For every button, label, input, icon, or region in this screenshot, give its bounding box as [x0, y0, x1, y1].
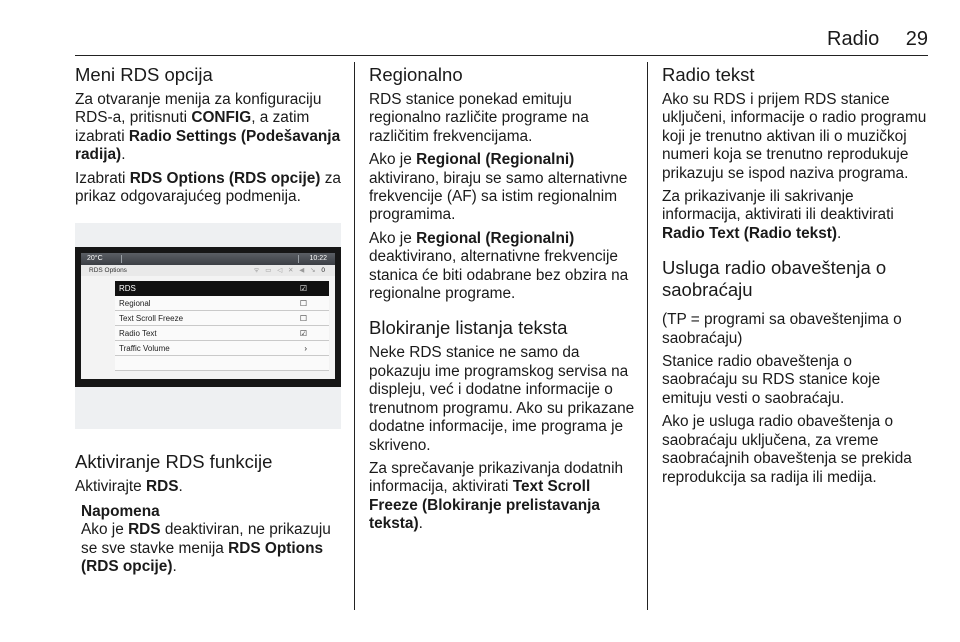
heading-activate-rds: Aktiviranje RDS funkcije: [75, 451, 273, 473]
rds-options-screen-illustration: [75, 223, 341, 429]
screen-title: RDS Options: [89, 267, 127, 275]
paragraph: [369, 151, 635, 225]
paragraph: [369, 460, 635, 534]
paragraph: Stanice radio obaveštenja o saobraćaju su RDS stanice koje emituju vesti o saobraćaju.: [662, 353, 881, 407]
signal-icons: ᯤ ▭ ◁ ✕ ◀ ↘: [253, 267, 318, 275]
section-title: Radio: [827, 28, 880, 50]
bold-term: Radio Settings (Podešavanja radija): [75, 127, 341, 164]
menu-item-regional[interactable]: [115, 296, 329, 311]
menu-item-label: Text Scroll Freeze: [119, 314, 184, 324]
text: Izabrati: [75, 169, 130, 187]
paragraph: [75, 478, 341, 496]
page-number: 29: [905, 28, 928, 50]
bold-term: RDS Options (RDS opcije): [81, 539, 324, 576]
text: Ako je: [369, 151, 417, 169]
text: deaktivirano, alternativne frekvencije stanica će biti odabrane bez obzira na regionalne programe.: [369, 248, 629, 303]
text: .: [178, 478, 183, 496]
status-separator: [121, 255, 122, 263]
text: Ako je: [81, 521, 129, 539]
text: .: [172, 558, 177, 576]
heading-radio-text: Radio tekst: [662, 64, 755, 85]
bold-term: CONFIG: [191, 109, 252, 127]
menu-item-traffic-volume[interactable]: [115, 341, 329, 356]
bold-term: RDS Options (RDS opcije): [129, 169, 321, 187]
checkbox-unchecked-icon[interactable]: ☐: [299, 299, 307, 309]
heading-rds-options-menu: Meni RDS opcija: [75, 64, 213, 85]
page-header: [75, 26, 928, 56]
heading-traffic-announcement: Usluga radio obaveštenja o saobraćaju: [662, 257, 887, 301]
clock: 10:22: [309, 255, 327, 263]
text: Ako je: [369, 229, 417, 247]
text: .: [837, 224, 842, 242]
chevron-right-icon: ›: [304, 344, 307, 354]
text: Za sprečavanje prikazivanja dodatnih informacija, aktivirati: [369, 459, 624, 496]
bold-term: Text Scroll Freeze (Blokiranje prelistavanja teksta): [369, 478, 600, 533]
bold-term: RDS: [128, 521, 161, 539]
text: aktivirano, biraju se samo alternativne frekvencije (AF) sa istim regionalnim programima.: [369, 169, 628, 224]
heading-text-scroll-block: Blokiranje listanja teksta: [369, 317, 568, 339]
column-3: [662, 64, 930, 492]
checkbox-checked-icon[interactable]: ☑: [299, 329, 307, 339]
paragraph: Ako je usluga radio obaveštenja o saobraćaju uključena, za vreme saobraćajnih obaveštenja se prekida reprodukcija sa radija ili medija.: [662, 413, 912, 486]
temperature: 20°C: [87, 255, 103, 263]
status-separator: [298, 255, 299, 263]
menu-item-label: Radio Text: [119, 329, 157, 339]
column-2: [369, 64, 635, 539]
menu-item-label: RDS: [119, 284, 136, 294]
screen-title-bar: [81, 265, 335, 276]
bold-term: Regional (Regionalni): [416, 229, 575, 247]
display-screen: [81, 253, 335, 379]
note-title: Napomena: [81, 502, 160, 520]
status-bar: [81, 253, 335, 265]
text: Za prikazivanje ili sakrivanje informacija, aktivirati ili deaktivirati: [662, 188, 894, 224]
paragraph: Ako su RDS i prijem RDS stanice uključeni, informacije o radio programu koji je trenutno aktivan ili o muzičkoj numeri koja se trenutno reprodukuje prikazuju se ispod naziva programa.: [662, 91, 927, 182]
paragraph: [75, 91, 341, 165]
text: Za otvaranje menija za konfiguraciju RDS-a, pritisnuti: [75, 91, 322, 127]
status-icons: [254, 265, 327, 276]
bold-term: RDS: [146, 478, 179, 496]
text: .: [418, 515, 423, 533]
text: deaktiviran, ne prikazuju se sve stavke menija: [81, 521, 331, 557]
paragraph: [75, 170, 341, 207]
header-rule: [75, 55, 928, 56]
column-divider-1: [354, 62, 355, 610]
text: za prikaz odgovarajućeg podmenija.: [75, 169, 341, 206]
heading-regional: Regionalno: [369, 64, 463, 85]
bold-term: Regional (Regionalni): [416, 151, 575, 169]
checkbox-checked-icon[interactable]: ☑: [299, 284, 307, 294]
text: , a zatim izabrati: [75, 109, 310, 145]
display-bezel: [75, 247, 341, 387]
paragraph: Neke RDS stanice ne samo da pokazuju ime programskog servisa na displeju, već i dodatne informacije o trenutnom programu. Ako su prikazane dodatne informacije, ime programa je skriveno.: [369, 344, 635, 454]
text: .: [121, 146, 126, 164]
menu-item-label: Regional: [119, 299, 151, 309]
text: Aktivirajte: [75, 478, 146, 496]
paragraph: [662, 188, 930, 243]
paragraph: RDS stanice ponekad emituju regionalno različite programe na različitim frekvencijama.: [369, 91, 589, 145]
rds-options-menu: [115, 281, 329, 371]
paragraph: (TP = programi sa obaveštenjima o saobraćaju): [662, 311, 902, 347]
menu-item-label: Traffic Volume: [119, 344, 170, 354]
menu-empty-row: [115, 356, 329, 371]
bold-term: Radio Text (Radio tekst): [662, 224, 838, 242]
indicator-icon: 0: [321, 267, 327, 275]
checkbox-unchecked-icon[interactable]: ☐: [299, 314, 307, 324]
menu-item-radio-text[interactable]: [115, 326, 329, 341]
column-1: [75, 64, 341, 576]
note-box: [75, 503, 341, 577]
menu-item-text-scroll-freeze[interactable]: [115, 311, 329, 326]
paragraph: [369, 230, 635, 304]
menu-item-rds[interactable]: [115, 281, 329, 296]
column-divider-2: [647, 62, 648, 610]
